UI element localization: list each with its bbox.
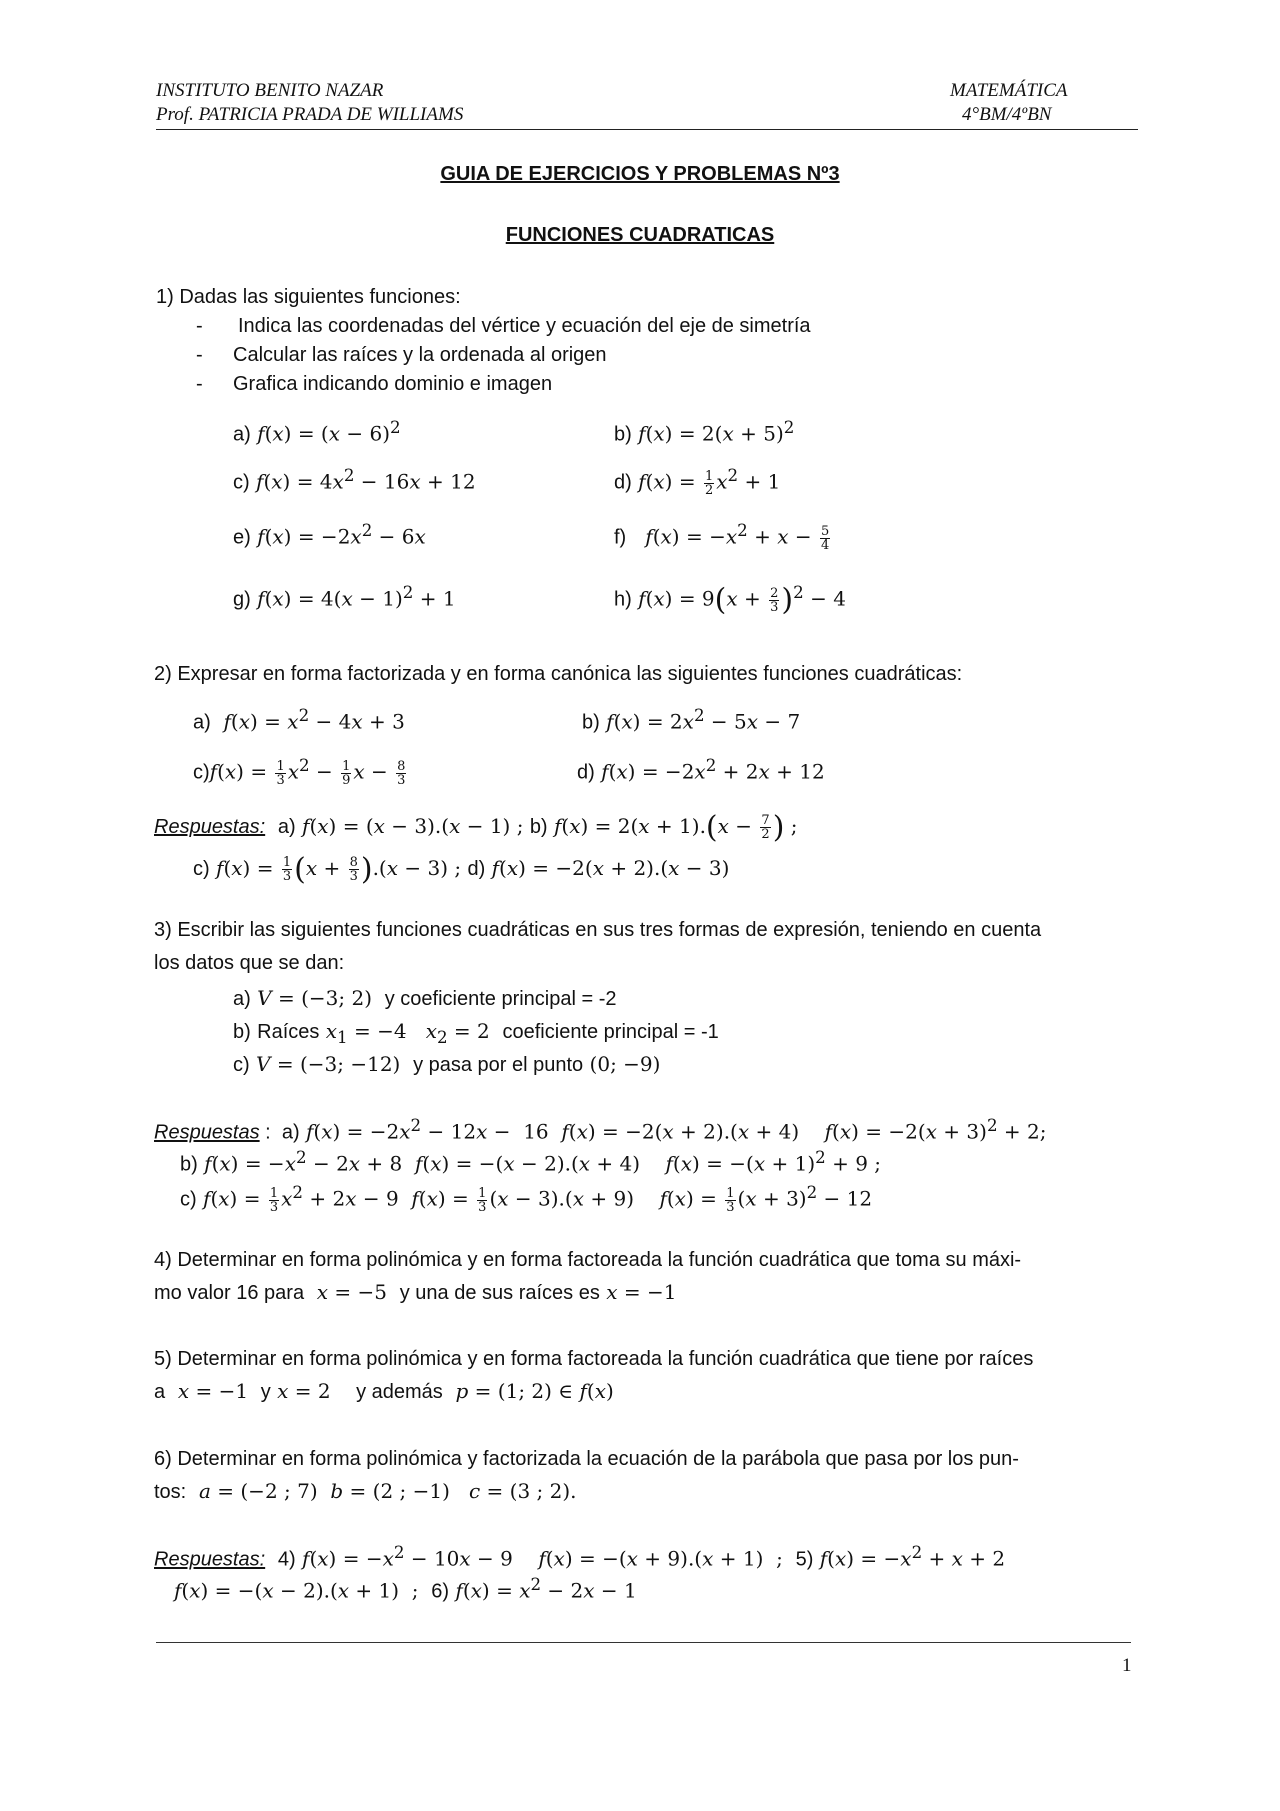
exercise-3b: b) Raíces $x_1 = -4$ $x_2 = 2$ coeficiente principal = -1 [233, 1019, 719, 1047]
item-label: g) [233, 588, 251, 611]
function-1g: g) $f(x) = 4(x - 1)^2 + 1$ [233, 583, 456, 611]
item-label: c) [193, 761, 210, 784]
exercise-3c-text: y pasa por el punto [413, 1054, 584, 1076]
task-item: Indica las coordenadas del vértice y ecuación del eje de simetría [238, 315, 811, 337]
item-label: b) [582, 711, 600, 734]
item-label: f) [614, 526, 627, 549]
function-2d: d) $f(x) = -2x^2 + 2x + 12$ [577, 756, 825, 784]
task-item: Calcular las raíces y la ordenada al origen [233, 344, 607, 366]
function-2c: c)f(x) = $\frac{1}{3}$ $x^2$ − $\frac{1}{9}$ x − $\frac{8}{3}$ [193, 756, 406, 788]
answers-2-line1: Respuestas: a) f(x) = (x − 3).(x − 1) ; b) f(x) = 2(x + 1).(x − $\frac{7}{2}$ ) ; [154, 810, 798, 845]
answers-3-line1: Respuestas : a) $f(x) = -2x^2 - 12x - 16$ f(x) = −2(x + 2).(x + 4) $f(x) = -2(x + 3)^2 + 2$; [154, 1116, 1047, 1144]
function-1d: d) f(x) = $\frac{1}{2}$ $x^2 + 1$ [614, 466, 781, 498]
function-1h: h) f(x) = 9(x + $\frac{2}{3}$ )$^2$ − 4 [614, 582, 846, 618]
exercise-3-intro-line2: los datos que se dan: [154, 952, 345, 974]
answers-3-line3: c) f(x) = $\frac{1}{3}$ $x^2 + 2x - 9$ f(x) = $\frac{1}{3}$ (x − 3).(x + 9) f(x) = $\frac{1}{3}$ $(x + 3)^2 - 12$ [180, 1183, 873, 1215]
exercise-5-ademas: y además [356, 1381, 443, 1403]
item-label: d) [614, 471, 632, 494]
function-1b: b) $f(x) = 2(x + 5)^2$ [614, 418, 795, 446]
page-title: GUIA DE EJERCICIOS Y PROBLEMAS Nº3 [440, 163, 840, 185]
exercise-4-mid: y una de sus raíces es [399, 1282, 600, 1304]
exercise-6-prefix: tos: [154, 1481, 187, 1503]
exercise-3b-prefix: Raíces [257, 1021, 320, 1043]
exercise-3c: c) V = (−3; −12) y pasa por el punto (0; −9) [233, 1052, 661, 1076]
course-name: 4°BM/4ºBN [962, 104, 1052, 125]
item-label: b) [614, 423, 632, 446]
institute-name: INSTITUTO BENITO NAZAR [156, 80, 384, 101]
item-label: c) [233, 471, 250, 494]
exercise-3b-text: coeficiente principal = -1 [502, 1021, 719, 1043]
exercise-5-a: a [154, 1381, 166, 1403]
exercise-5-y: y [260, 1381, 271, 1403]
answers-456-line1: Respuestas: 4) $f(x) = -x^2 - 10x - 9$ f(x) = −(x + 9).(x + 1) ; 5) $f(x) = -x^2 + x + 2$ [154, 1543, 1006, 1571]
item-label: a) [193, 711, 211, 734]
exercise-3-intro-line1: 3) Escribir las siguientes funciones cuadráticas en sus tres formas de expresión, teniendo en cuenta [154, 919, 1042, 941]
item-label: a) [233, 423, 251, 446]
item-label: d) [577, 761, 595, 784]
function-2b: b) $f(x) = 2x^2 - 5x - 7$ [582, 706, 801, 734]
exercise-3a: a) V = (−3; 2) y coeficiente principal = -2 [233, 986, 617, 1010]
exercise-6-line1: 6) Determinar en forma polinómica y factorizada la ecuación de la parábola que pasa por los pun- [154, 1448, 1019, 1470]
task-item: Grafica indicando dominio e imagen [233, 373, 553, 395]
answers-2-line2: c) f(x) = $\frac{1}{3}$ (x + $\frac{8}{3}$ ).(x − 3) ; d) f(x) = −2(x + 2).(x − 3) [193, 852, 730, 887]
answers-456-line2: f(x) = −(x − 2).(x + 1) ; 6) $f(x) = x^2 - 2x - 1$ [174, 1575, 637, 1603]
function-1a: a) $f(x) = (x - 6)^2$ [233, 418, 401, 446]
exercise-5-line1: 5) Determinar en forma polinómica y en forma factoreada la función cuadrática que tiene por raíces [154, 1348, 1034, 1370]
item-label: h) [614, 588, 632, 611]
task-dash: - [196, 373, 203, 395]
item-label: e) [233, 526, 251, 549]
exercise-3a-text: y coeficiente principal = -2 [384, 988, 617, 1010]
page-number: 1 [1122, 1655, 1132, 1676]
header-rule [156, 129, 1138, 130]
page-subtitle: FUNCIONES CUADRATICAS [505, 224, 775, 246]
exercise-2-intro: 2) Expresar en forma factorizada y en forma canónica las siguientes funciones cuadráticas: [154, 663, 963, 685]
answers-label: Respuestas: [154, 816, 266, 838]
function-1e: e) $f(x) = -2x^2 - 6x$ [233, 521, 426, 549]
answers-label: Respuestas: [154, 1548, 266, 1571]
professor-name: Prof. PATRICIA PRADA DE WILLIAMS [156, 104, 464, 125]
task-dash: - [196, 315, 203, 337]
function-2a: a) $f(x) = x^2 - 4x + 3$ [193, 706, 405, 734]
exercise-4-prefix: mo valor 16 para [154, 1282, 305, 1304]
exercise-5-line2: a x = −1 y x = 2 y además p = (1; 2) ∈ f(x) [154, 1379, 614, 1403]
footer-rule [156, 1642, 1131, 1643]
answers-3-line2: b) $f(x) = -x^2 - 2x + 8$ f(x) = −(x − 2).(x + 4) $f(x) = -(x + 1)^2 + 9$ ; [180, 1148, 882, 1176]
task-dash: - [196, 344, 203, 366]
function-1f: f) $f(x) = -x^2 + x$ − $\frac{5}{4}$ [614, 521, 830, 553]
exercise-6-line2: tos: a = (−2 ; 7) b = (2 ; −1) c = (3 ; 2). [154, 1479, 577, 1503]
exercise-4-line1: 4) Determinar en forma polinómica y en forma factoreada la función cuadrática que toma su máxi- [154, 1249, 1022, 1271]
answers-label: Respuestas [154, 1121, 260, 1144]
exercise-4-line2: mo valor 16 para x = −5 y una de sus raíces es x = −1 [154, 1280, 677, 1304]
function-1c: c) $f(x) = 4x^2 - 16x + 12$ [233, 466, 476, 494]
subject-name: MATEMÁTICA [950, 80, 1068, 101]
exercise-1-intro: 1) Dadas las siguientes funciones: [156, 286, 461, 308]
